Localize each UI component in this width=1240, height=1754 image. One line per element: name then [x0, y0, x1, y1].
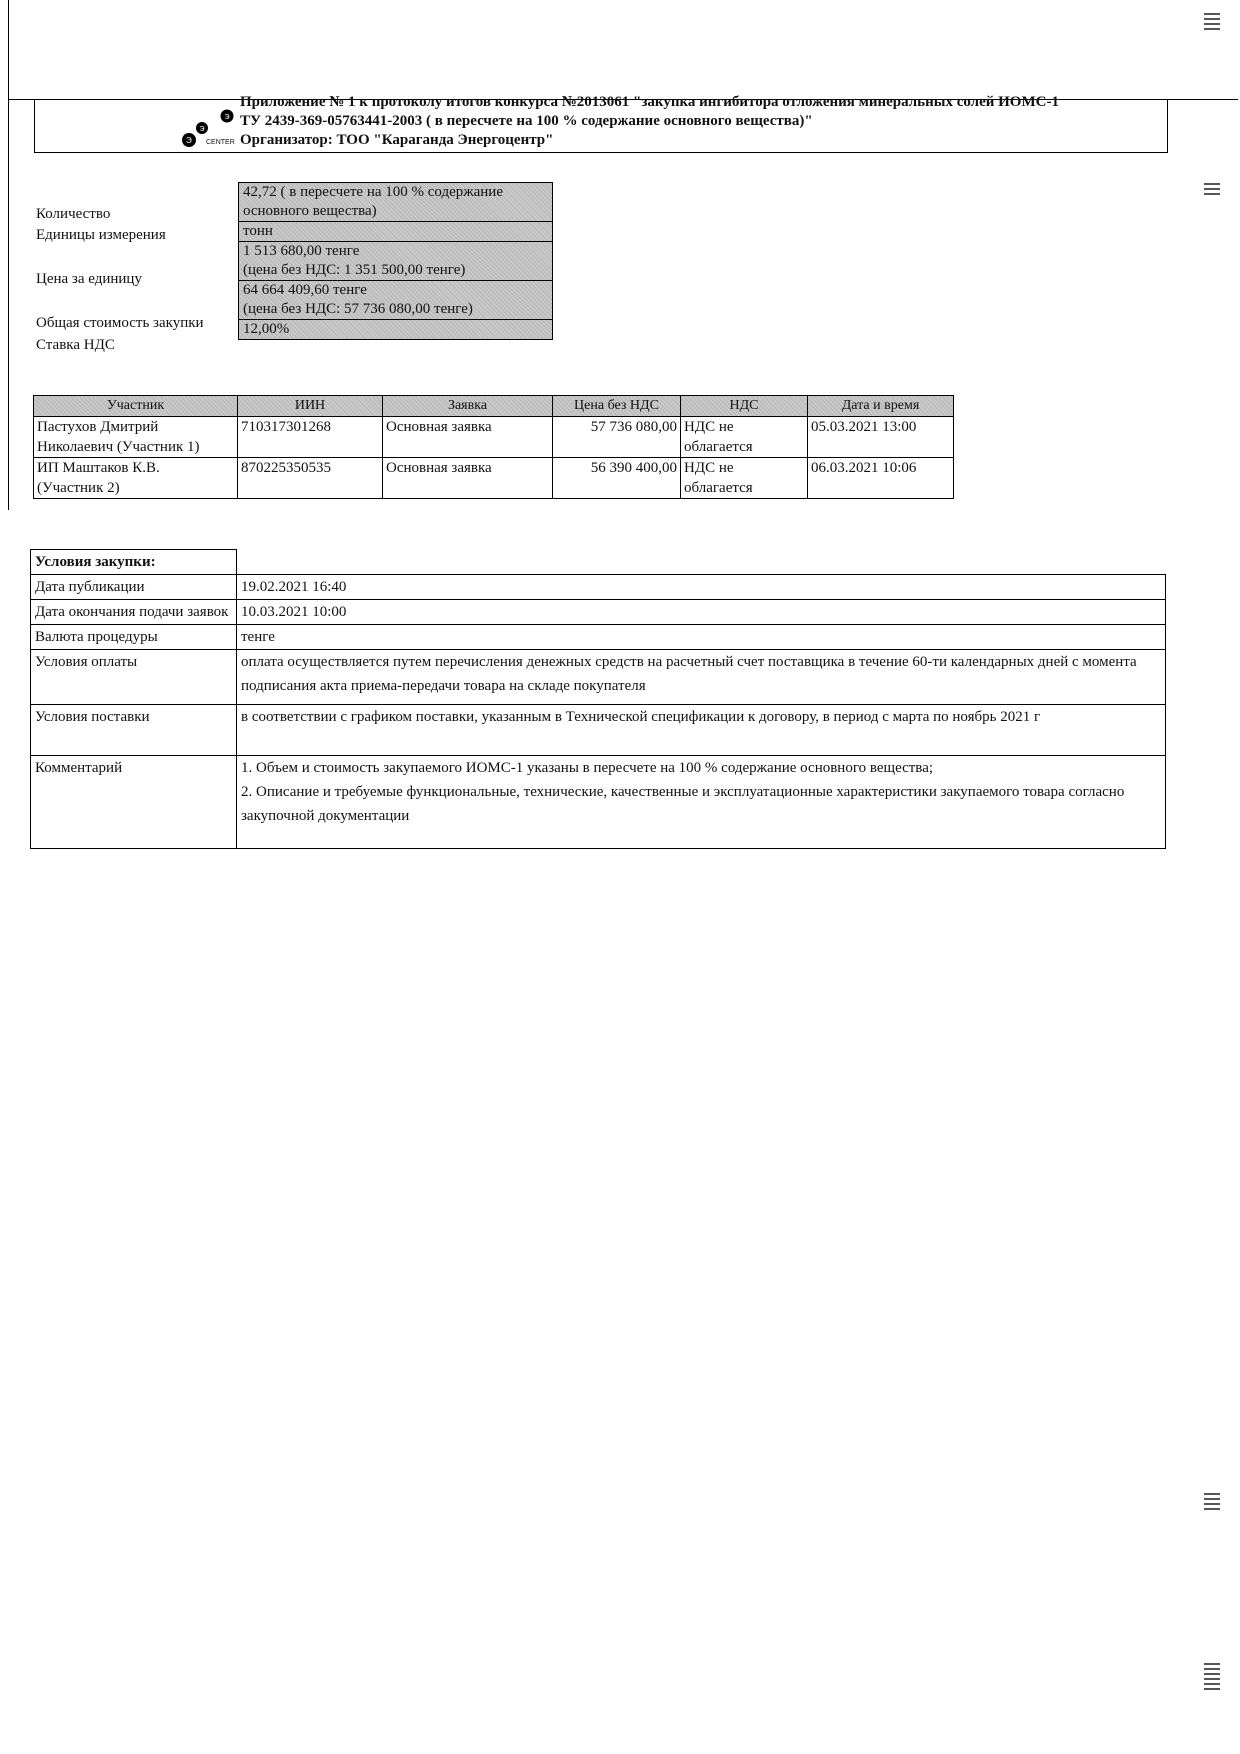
scan-margin-marks: [1204, 10, 1220, 33]
participant-iin: 710317301268: [238, 417, 383, 458]
col-header-participant: Участник: [34, 396, 238, 417]
svg-text:Э: Э: [199, 126, 205, 133]
table-row: [31, 650, 1166, 705]
condition-label: Дата окончания подачи заявок: [31, 600, 237, 625]
vat-line: НДС не: [684, 460, 734, 476]
col-header-price: Цена без НДС: [553, 396, 681, 417]
table-row: [31, 756, 1166, 849]
comment-line: 2. Описание и требуемые функциональные, технические, качественные и эксплуатационные характеристики закупаемого товара согласно закупочной документации: [241, 784, 1125, 824]
condition-value: тенге: [237, 625, 1166, 650]
total-value: [239, 281, 553, 320]
name-line: ИП Маштаков К.В.: [37, 460, 160, 476]
condition-label: Дата публикации: [31, 575, 237, 600]
unit-price-value: [239, 242, 553, 281]
condition-label: Условия оплаты: [31, 650, 237, 705]
vat-rate-label: Ставка НДС: [36, 337, 115, 353]
participants-table: [33, 395, 954, 499]
unit-price-line: 1 513 680,00 тенге: [243, 243, 360, 259]
col-header-bid: Заявка: [383, 396, 553, 417]
participant-datetime: 05.03.2021 13:00: [808, 417, 954, 458]
conditions-table: [30, 549, 1166, 849]
condition-label: Условия поставки: [31, 705, 237, 756]
table-row: [34, 417, 954, 458]
unit-label: Единицы измерения: [36, 227, 166, 243]
participant-name: [34, 417, 238, 458]
total-line: 64 664 409,60 тенге: [243, 282, 367, 298]
col-header-datetime: Дата и время: [808, 396, 954, 417]
condition-label: Комментарий: [31, 756, 237, 849]
table-row: [31, 705, 1166, 756]
quantity-value-line: 42,72 ( в пересчете на 100 % содержание: [243, 184, 503, 200]
participant-price: 57 736 080,00: [553, 417, 681, 458]
participant-bid: Основная заявка: [383, 458, 553, 499]
quantity-value-line: основного вещества): [243, 203, 377, 219]
title-line-3: Организатор: ТОО "Караганда Энергоцентр": [240, 132, 554, 148]
total-line: (цена без НДС: 57 736 080,00 тенге): [243, 301, 473, 317]
svg-text:Э: Э: [224, 114, 230, 121]
col-header-vat: НДС: [681, 396, 808, 417]
vat-line: облагается: [684, 439, 753, 455]
name-line: Николаевич (Участник 1): [37, 439, 200, 455]
vat-line: облагается: [684, 480, 753, 496]
table-row: [31, 625, 1166, 650]
total-label: Общая стоимость закупки: [36, 315, 204, 331]
scan-margin-marks: [1204, 180, 1220, 198]
name-line: (Участник 2): [37, 480, 120, 496]
participant-datetime: 06.03.2021 10:06: [808, 458, 954, 499]
participant-bid: Основная заявка: [383, 417, 553, 458]
unit-price-line: (цена без НДС: 1 351 500,00 тенге): [243, 262, 466, 278]
name-line: Пастухов Дмитрий: [37, 419, 159, 435]
table-row: [31, 600, 1166, 625]
logo-text: CENTER: [206, 139, 235, 146]
title-line-1: Приложение № 1 к протоколу итогов конкурса №2013061 "закупка ингибитора отложения минеральных солей ИОМС-1: [240, 94, 1059, 110]
scan-margin-marks: [1204, 1490, 1220, 1513]
summary-values-table: [238, 182, 553, 340]
svg-text:Э: Э: [186, 136, 192, 145]
quantity-value: [239, 183, 553, 222]
participant-price: 56 390 400,00: [553, 458, 681, 499]
conditions-heading-spacer: [237, 550, 1166, 575]
condition-label: Валюта процедуры: [31, 625, 237, 650]
unit-price-label: Цена за единицу: [36, 271, 142, 287]
quantity-label: Количество: [36, 206, 111, 222]
table-row: [31, 575, 1166, 600]
left-margin-line: [8, 0, 9, 510]
vat-line: НДС не: [684, 419, 734, 435]
vat-rate-value: 12,00%: [239, 320, 553, 340]
comment-line: 1. Объем и стоимость закупаемого ИОМС-1 указаны в пересчете на 100 % содержание основного вещества;: [241, 760, 934, 776]
conditions-heading: Условия закупки:: [31, 550, 237, 575]
title-line-2: ТУ 2439-369-05763441-2003 ( в пересчете на 100 % содержание основного вещества)": [240, 113, 813, 129]
participant-vat: [681, 417, 808, 458]
condition-value: [237, 756, 1166, 849]
page-title: [240, 93, 1166, 150]
condition-value: 10.03.2021 10:00: [237, 600, 1166, 625]
participant-vat: [681, 458, 808, 499]
condition-value: в соответствии с графиком поставки, указанным в Технической спецификации к договору, в период с марта по ноябрь 2021 г: [237, 705, 1166, 756]
col-header-iin: ИИН: [238, 396, 383, 417]
condition-value: оплата осуществляется путем перечисления денежных средств на расчетный счет поставщика в течение 60-ти календарных дней с момента подписания акта приема-передачи товара на складе покупателя: [237, 650, 1166, 705]
unit-value: тонн: [239, 222, 553, 242]
condition-value: 19.02.2021 16:40: [237, 575, 1166, 600]
participant-name: [34, 458, 238, 499]
table-row: [34, 458, 954, 499]
participant-iin: 870225350535: [238, 458, 383, 499]
scan-margin-marks: [1204, 1660, 1220, 1693]
